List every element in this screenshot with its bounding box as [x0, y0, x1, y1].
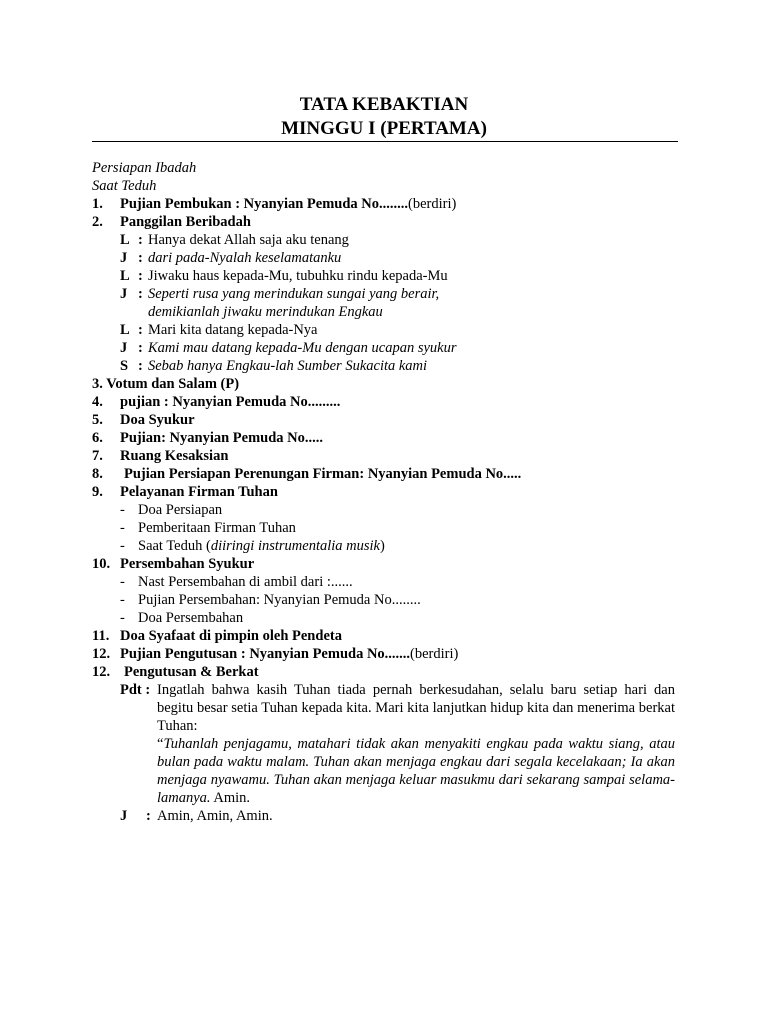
blessing-quote-text: Tuhanlah penjagamu, matahari tidak akan menyakiti engkau pada waktu siang, atau bulan pada waktu malam. Tuhan akan menjaga engkau dari segala kecelakaan; Ia akan menjaga nyawamu. Tuhan akan menjaga keluar masukmu dari sekarang sampai selama-lamanya.	[157, 736, 675, 806]
call-text: dari pada-Nyalah keselamatanku	[148, 250, 342, 266]
congregation-text: Amin, Amin, Amin.	[157, 808, 273, 824]
call-text: Sebab hanya Engkau-lah Sumber Sukacita kami	[148, 358, 428, 374]
title-divider	[92, 141, 678, 142]
sermon-subitem-text: Doa Persiapan	[138, 502, 223, 518]
item-2-number: 2.	[92, 214, 103, 230]
item-2-label: Panggilan Beribadah	[120, 214, 251, 230]
bullet-dash: -	[120, 520, 125, 536]
blessing-quote	[157, 735, 675, 807]
bullet-dash: -	[120, 502, 125, 518]
item-4-number: 4.	[92, 394, 103, 410]
offering-subitem-text: Nast Persembahan di ambil dari :......	[138, 574, 353, 590]
item-10-number: 10.	[92, 556, 111, 572]
pastor-text-body: Ingatlah bahwa kasih Tuhan tiada pernah berkesudahan, selalu baru setiap hari dan begitu besar setia Tuhan kepada kita. Mari kita lanjutkan hidup kita dan menerima berkat Tuhan:	[157, 682, 675, 734]
call-speaker: J	[120, 250, 128, 266]
item-11-label: Doa Syafaat di pimpin oleh Pendeta	[120, 628, 342, 644]
pastor-label: Pdt :	[120, 682, 151, 698]
item-1-number: 1.	[92, 196, 103, 212]
call-speaker: J	[120, 286, 128, 302]
call-colon: :	[138, 340, 143, 356]
pastor-text	[157, 681, 675, 735]
item-7-number: 7.	[92, 448, 103, 464]
sermon-subitem-text: Saat Teduh (	[138, 538, 211, 554]
offering-subitem-text: Doa Persembahan	[138, 610, 244, 626]
call-colon: :	[138, 268, 143, 284]
call-text: Jiwaku haus kepada-Mu, tubuhku rindu kepada-Mu	[148, 268, 448, 284]
item-1-label: Pujian Pembukan : Nyanyian Pemuda No........	[120, 196, 409, 212]
document-title: TATA KEBAKTIAN	[299, 94, 469, 115]
call-colon: :	[138, 322, 143, 338]
call-text: Kami mau datang kepada-Mu dengan ucapan syukur	[148, 340, 457, 356]
item-12a-label: Pujian Pengutusan : Nyanyian Pemuda No.......	[120, 646, 411, 662]
call-colon: :	[138, 286, 143, 302]
offering-subitem-text: Pujian Persembahan: Nyanyian Pemuda No........	[138, 592, 421, 608]
sermon-subitem-italic: diiringi instrumentalia musik	[210, 538, 380, 554]
item-9-number: 9.	[92, 484, 103, 500]
item-6-number: 6.	[92, 430, 103, 446]
call-text: Hanya dekat Allah saja aku tenang	[148, 232, 349, 248]
quote-open: “	[157, 736, 164, 752]
call-colon: :	[138, 250, 143, 266]
document-subtitle: MINGGU I (PERTAMA)	[281, 118, 487, 139]
item-9-label: Pelayanan Firman Tuhan	[120, 484, 278, 500]
item-12a-number: 12.	[92, 646, 111, 662]
item-12b-number: 12.	[92, 664, 111, 680]
bullet-dash: -	[120, 610, 125, 626]
item-5-number: 5.	[92, 412, 103, 428]
bullet-dash: -	[120, 592, 125, 608]
bullet-dash: -	[120, 574, 125, 590]
congregation-label: J	[120, 808, 128, 824]
call-speaker: L	[120, 322, 130, 338]
item-5-label: Doa Syukur	[120, 412, 195, 428]
congregation-colon: :	[146, 808, 151, 824]
bullet-dash: -	[120, 538, 125, 554]
call-text: Seperti rusa yang merindukan sungai yang berair,	[148, 286, 440, 302]
item-12b-label: Pengutusan & Berkat	[124, 664, 259, 680]
item-8-number: 8.	[92, 466, 103, 482]
intro-quiet: Saat Teduh	[92, 178, 157, 194]
call-text-continued: demikianlah jiwaku merindukan Engkau	[148, 304, 383, 320]
call-speaker: L	[120, 268, 130, 284]
call-colon: :	[138, 358, 143, 374]
sermon-subitem-close: )	[379, 538, 385, 554]
call-text: Mari kita datang kepada-Nya	[148, 322, 318, 338]
item-6-label: Pujian: Nyanyian Pemuda No.....	[120, 430, 324, 446]
call-colon: :	[138, 232, 143, 248]
blessing-quote-end: Amin.	[210, 790, 251, 806]
intro-prep: Persiapan Ibadah	[92, 160, 197, 176]
sermon-subitem-text: Pemberitaan Firman Tuhan	[138, 520, 296, 536]
call-speaker: L	[120, 232, 130, 248]
item-8-label: Pujian Persiapan Perenungan Firman: Nyanyian Pemuda No.....	[124, 466, 522, 482]
item-3: 3. Votum dan Salam (P)	[92, 376, 240, 392]
item-10-label: Persembahan Syukur	[120, 556, 255, 572]
call-speaker: S	[120, 358, 129, 374]
item-4-label: pujian : Nyanyian Pemuda No.........	[120, 394, 341, 410]
item-12a-note: (berdiri)	[410, 646, 459, 662]
item-11-number: 11.	[92, 628, 110, 644]
item-7-label: Ruang Kesaksian	[120, 448, 229, 464]
item-1-note: (berdiri)	[408, 196, 457, 212]
call-speaker: J	[120, 340, 128, 356]
